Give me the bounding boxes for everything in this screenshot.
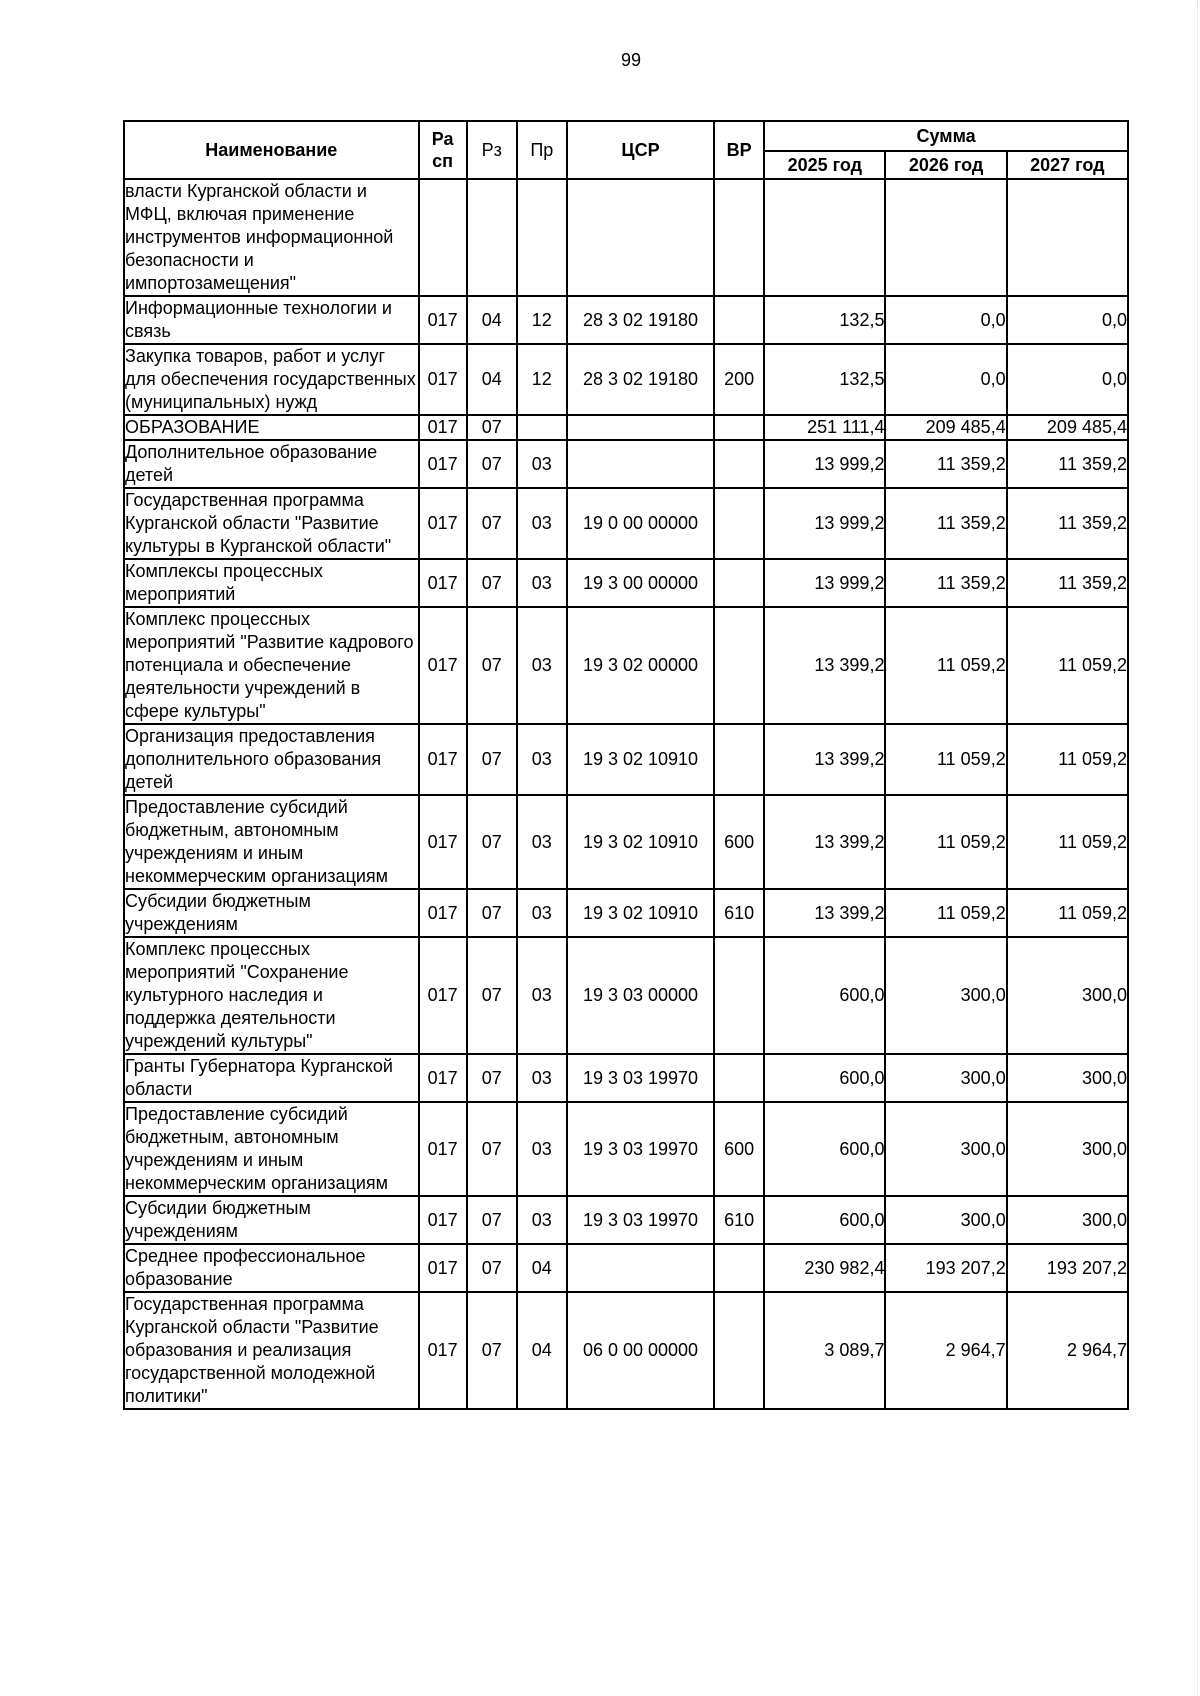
cell-y2026 [885,179,1006,296]
cell-y2025: 132,5 [764,344,885,415]
cell-y2026: 11 359,2 [885,440,1006,488]
cell-name: Государственная программа Курганской области "Развитие культуры в Курганской области" [124,488,419,559]
cell-rz: 07 [467,488,517,559]
cell-csr [567,415,714,440]
cell-csr: 28 3 02 19180 [567,344,714,415]
cell-rz: 07 [467,1102,517,1196]
cell-y2027: 11 359,2 [1007,440,1128,488]
cell-pr: 03 [517,937,567,1054]
cell-pr: 04 [517,1292,567,1409]
cell-name: Комплексы процессных мероприятий [124,559,419,607]
table-row [124,440,1128,488]
table-row [124,795,1128,889]
cell-name: Закупка товаров, работ и услуг для обеспечения государственных (муниципальных) нужд [124,344,419,415]
header-rz: Рз [467,121,517,179]
cell-rz [467,179,517,296]
cell-rasp: 017 [419,1102,467,1196]
cell-y2026: 0,0 [885,344,1006,415]
cell-y2027: 11 059,2 [1007,607,1128,724]
cell-y2027: 300,0 [1007,1054,1128,1102]
cell-rz: 07 [467,724,517,795]
table-row [124,179,1128,296]
cell-pr: 04 [517,1244,567,1292]
table-row [124,1244,1128,1292]
cell-csr: 19 3 02 10910 [567,724,714,795]
cell-rz: 04 [467,296,517,344]
cell-y2027: 11 059,2 [1007,724,1128,795]
budget-table [123,120,1129,1410]
cell-name: Комплекс процессных мероприятий "Сохранение культурного наследия и поддержка деятельности учреждений культуры" [124,937,419,1054]
cell-pr: 03 [517,488,567,559]
cell-y2027: 11 359,2 [1007,559,1128,607]
cell-pr: 03 [517,559,567,607]
cell-name: Информационные технологии и связь [124,296,419,344]
cell-name: Организация предоставления дополнительного образования детей [124,724,419,795]
cell-y2026: 300,0 [885,1102,1006,1196]
cell-csr: 19 3 00 00000 [567,559,714,607]
table-row [124,296,1128,344]
cell-y2025: 600,0 [764,937,885,1054]
cell-y2026: 300,0 [885,937,1006,1054]
cell-csr: 19 3 03 19970 [567,1054,714,1102]
page-number: 99 [620,50,642,70]
cell-y2027: 300,0 [1007,937,1128,1054]
cell-y2026: 2 964,7 [885,1292,1006,1409]
cell-y2025: 13 399,2 [764,724,885,795]
header-2027: 2027 год [1007,151,1128,179]
cell-pr [517,179,567,296]
cell-y2025: 13 999,2 [764,440,885,488]
cell-rasp: 017 [419,488,467,559]
cell-rz: 07 [467,559,517,607]
cell-y2027: 300,0 [1007,1102,1128,1196]
cell-vr [714,724,764,795]
header-vr: ВР [714,121,764,179]
cell-y2025: 13 399,2 [764,889,885,937]
cell-rasp: 017 [419,795,467,889]
cell-pr [517,415,567,440]
cell-rz: 07 [467,1292,517,1409]
cell-y2025 [764,179,885,296]
cell-rz: 07 [467,1244,517,1292]
cell-y2026: 300,0 [885,1054,1006,1102]
cell-y2026: 11 359,2 [885,488,1006,559]
cell-rz: 07 [467,937,517,1054]
header-2025: 2025 год [764,151,885,179]
cell-name: власти Курганской области и МФЦ, включая применение инструментов информационной безопасности и импортозамещения" [124,179,419,296]
cell-y2027: 2 964,7 [1007,1292,1128,1409]
cell-pr: 03 [517,724,567,795]
cell-vr [714,415,764,440]
cell-name: Комплекс процессных мероприятий "Развитие кадрового потенциала и обеспечение деятельности учреждений в сфере культуры" [124,607,419,724]
table-row [124,488,1128,559]
cell-rasp: 017 [419,1054,467,1102]
cell-rasp: 017 [419,415,467,440]
cell-vr [714,937,764,1054]
cell-name: Предоставление субсидий бюджетным, автономным учреждениям и иным некоммерческим организациям [124,1102,419,1196]
cell-y2027: 209 485,4 [1007,415,1128,440]
cell-y2025: 13 399,2 [764,795,885,889]
cell-y2026: 209 485,4 [885,415,1006,440]
cell-y2025: 13 399,2 [764,607,885,724]
cell-name: Предоставление субсидий бюджетным, автономным учреждениям и иным некоммерческим организациям [124,795,419,889]
cell-y2027: 11 059,2 [1007,889,1128,937]
cell-rasp [419,179,467,296]
table-row [124,1054,1128,1102]
table-row [124,607,1128,724]
cell-vr: 600 [714,1102,764,1196]
cell-vr [714,1292,764,1409]
header-2026: 2026 год [885,151,1006,179]
cell-csr [567,1244,714,1292]
cell-rz: 07 [467,607,517,724]
cell-y2026: 11 059,2 [885,724,1006,795]
cell-vr: 600 [714,795,764,889]
cell-y2026: 193 207,2 [885,1244,1006,1292]
cell-rz: 04 [467,344,517,415]
header-sum: Сумма [764,121,1128,151]
cell-y2025: 600,0 [764,1102,885,1196]
cell-y2027: 0,0 [1007,344,1128,415]
cell-csr: 19 3 02 10910 [567,795,714,889]
cell-name: ОБРАЗОВАНИЕ [124,415,419,440]
cell-rasp: 017 [419,607,467,724]
cell-rasp: 017 [419,1292,467,1409]
cell-rasp: 017 [419,724,467,795]
cell-y2026: 11 359,2 [885,559,1006,607]
cell-vr [714,607,764,724]
cell-rasp: 017 [419,440,467,488]
header-csr: ЦСР [567,121,714,179]
cell-csr: 19 3 03 19970 [567,1102,714,1196]
cell-pr: 12 [517,344,567,415]
cell-vr: 200 [714,344,764,415]
table-row [124,1292,1128,1409]
cell-csr: 19 3 03 00000 [567,937,714,1054]
table-row [124,1196,1128,1244]
cell-vr [714,1244,764,1292]
cell-pr: 03 [517,607,567,724]
table-row [124,889,1128,937]
cell-csr: 06 0 00 00000 [567,1292,714,1409]
cell-rz: 07 [467,1054,517,1102]
cell-pr: 03 [517,1102,567,1196]
cell-name: Субсидии бюджетным учреждениям [124,889,419,937]
cell-pr: 03 [517,440,567,488]
cell-y2026: 0,0 [885,296,1006,344]
table-row [124,1102,1128,1196]
cell-rz: 07 [467,795,517,889]
table-row [124,559,1128,607]
cell-rz: 07 [467,1196,517,1244]
table-row [124,724,1128,795]
cell-name: Государственная программа Курганской области "Развитие образования и реализация государственной молодежной политики" [124,1292,419,1409]
cell-y2025: 600,0 [764,1196,885,1244]
cell-y2027: 11 059,2 [1007,795,1128,889]
cell-csr: 19 3 03 19970 [567,1196,714,1244]
cell-y2026: 11 059,2 [885,607,1006,724]
header-name: Наименование [124,121,419,179]
cell-y2025: 13 999,2 [764,488,885,559]
cell-y2027: 193 207,2 [1007,1244,1128,1292]
cell-rasp: 017 [419,344,467,415]
table-row [124,415,1128,440]
cell-rasp: 017 [419,1244,467,1292]
header-rasp: Ра сп [419,121,467,179]
cell-name: Дополнительное образование детей [124,440,419,488]
cell-csr [567,179,714,296]
cell-csr [567,440,714,488]
cell-csr: 19 3 02 00000 [567,607,714,724]
cell-rz: 07 [467,440,517,488]
cell-rz: 07 [467,415,517,440]
cell-vr [714,296,764,344]
cell-name: Среднее профессиональное образование [124,1244,419,1292]
cell-y2026: 300,0 [885,1196,1006,1244]
cell-name: Субсидии бюджетным учреждениям [124,1196,419,1244]
cell-rasp: 017 [419,559,467,607]
cell-y2027 [1007,179,1128,296]
cell-y2025: 3 089,7 [764,1292,885,1409]
cell-pr: 12 [517,296,567,344]
cell-rasp: 017 [419,889,467,937]
cell-y2026: 11 059,2 [885,795,1006,889]
header-pr: Пр [517,121,567,179]
table-row [124,937,1128,1054]
cell-vr [714,179,764,296]
cell-rasp: 017 [419,296,467,344]
cell-vr: 610 [714,889,764,937]
cell-vr [714,559,764,607]
cell-name: Гранты Губернатора Курганской области [124,1054,419,1102]
cell-y2026: 11 059,2 [885,889,1006,937]
cell-y2025: 230 982,4 [764,1244,885,1292]
cell-vr [714,488,764,559]
cell-pr: 03 [517,795,567,889]
cell-vr: 610 [714,1196,764,1244]
cell-y2025: 13 999,2 [764,559,885,607]
cell-rasp: 017 [419,1196,467,1244]
cell-vr [714,1054,764,1102]
table-body [124,179,1128,1409]
cell-y2027: 0,0 [1007,296,1128,344]
cell-rasp: 017 [419,937,467,1054]
cell-rz: 07 [467,889,517,937]
table-row [124,344,1128,415]
scan-edge [1194,0,1198,1696]
cell-vr [714,440,764,488]
cell-y2025: 251 111,4 [764,415,885,440]
cell-csr: 28 3 02 19180 [567,296,714,344]
cell-pr: 03 [517,1196,567,1244]
cell-y2025: 600,0 [764,1054,885,1102]
cell-pr: 03 [517,889,567,937]
cell-pr: 03 [517,1054,567,1102]
cell-y2025: 132,5 [764,296,885,344]
cell-y2027: 300,0 [1007,1196,1128,1244]
cell-csr: 19 3 02 10910 [567,889,714,937]
cell-csr: 19 0 00 00000 [567,488,714,559]
cell-y2027: 11 359,2 [1007,488,1128,559]
